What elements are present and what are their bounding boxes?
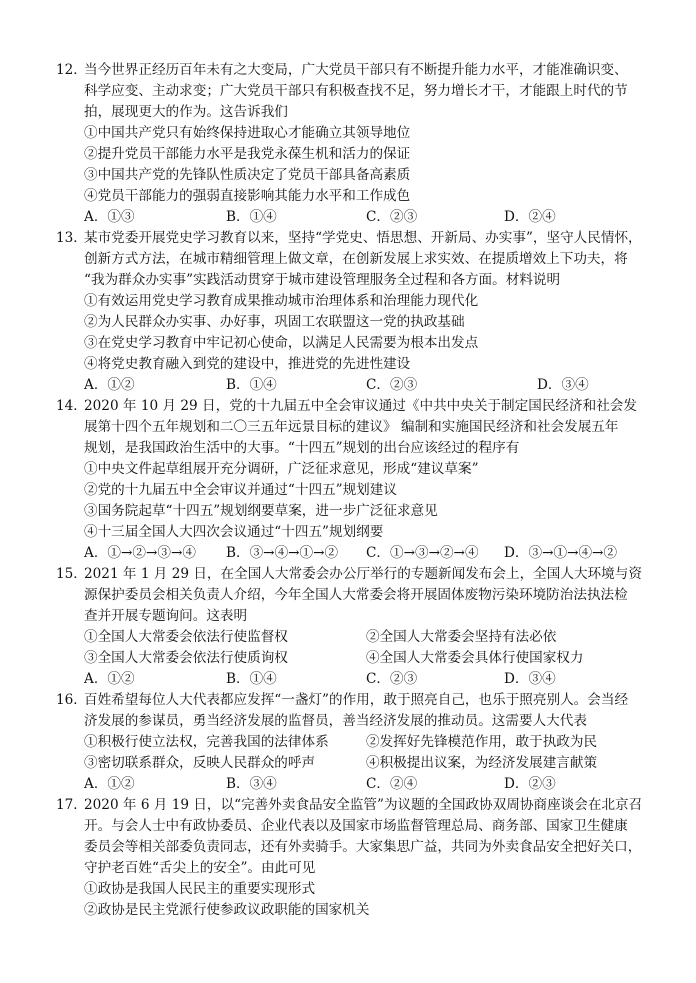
statement-item: ④十三届全国人大四次会议通过“十四五”规划纲要 (84, 524, 384, 540)
choice-d: D．③④ (504, 671, 556, 687)
question-stem-line: 展第十四个五年规划和二〇三五年远景目标的建议》 编制和实施国民经济和社会发展五年 (84, 419, 619, 435)
question-stem-line: 某市党委开展党史学习教育以来，坚持“学党史、悟思想、开新局、办实事”，坚守人民情怀， (84, 230, 642, 246)
question-number: 14． (56, 398, 87, 414)
question-stem-line: 2021 年 1 月 29 日，在全国人大常委会办公厅举行的专题新闻发布会上，全国人大环境与资 (84, 566, 642, 582)
question-stem-line: “我为群众办实事”实践活动贯穿于城市建设管理服务全过程和各方面。材料说明 (84, 272, 561, 288)
question-number: 13． (56, 230, 87, 246)
question-stem-line: 守护老百姓“舌尖上的安全”。由此可见 (84, 860, 316, 876)
choice-c: C．②③ (366, 377, 418, 393)
choice-a: A．①② (84, 776, 135, 792)
choice-b: B．③④ (226, 776, 277, 792)
question-stem-line: 2020 年 6 月 19 日，以“完善外卖食品安全监管”为议题的全国政协双周协商座谈会在北京召 (84, 797, 643, 813)
choice-c: C．①→③→②→④ (366, 545, 479, 561)
statement-item: ②发挥好先锋模范作用，敢于执政为民 (366, 734, 598, 750)
statement-item: ①政协是我国人民民主的重要实现形式 (84, 881, 316, 897)
statement-item: ②政协是民主党派行使参政议政职能的国家机关 (84, 902, 370, 918)
question-stem-line: 2020 年 10 月 29 日，党的十九届五中全会审议通过《中共中央关于制定国民经济和社会发 (84, 398, 637, 414)
question-stem-line: 开。与会人士中有政协委员、企业代表以及国家市场监督管理总局、商务部、国家卫生健康 (84, 818, 628, 834)
statement-item: ④积极提出议案，为经济发展建言献策 (366, 755, 598, 771)
question-number: 16． (56, 692, 87, 708)
choice-b: B．①④ (226, 671, 277, 687)
question-stem-line: 查并开展专题询问。这表明 (84, 608, 248, 624)
choice-a: A．①② (84, 671, 135, 687)
statement-item: ④党员干部能力的强弱直接影响其能力水平和工作成色 (84, 188, 411, 204)
question-stem-line: 当今世界正经历百年未有之大变局，广大党员干部只有不断提升能力水平，才能准确识变、 (84, 62, 628, 78)
statement-item: ①积极行使立法权，完善我国的法律体系 (84, 734, 329, 750)
question-number: 12． (56, 62, 87, 78)
choice-b: B．①④ (226, 209, 277, 225)
question-stem-line: 科学应变、主动求变；广大党员干部只有积极查找不足，努力增长才干，才能跟上时代的节 (84, 83, 628, 99)
statement-item: ②提升党员干部能力水平是我党永葆生机和活力的保证 (84, 146, 411, 162)
choice-c: C．②③ (366, 209, 418, 225)
statement-item: ①中国共产党只有始终保持进取心才能确立其领导地位 (84, 125, 411, 141)
choice-a: A．①→②→③→④ (84, 545, 196, 561)
choice-d: D．③④ (537, 377, 589, 393)
question-stem-line: 规划，是我国政治生活中的大事。“十四五”规划的出台应该经过的程序有 (84, 440, 520, 456)
statement-item: ③密切联系群众，反映人民群众的呼声 (84, 755, 316, 771)
statement-item: ③全国人大常委会依法行使质询权 (84, 650, 288, 666)
statement-item: ③在党史学习教育中牢记初心使命，以满足人民需要为根本出发点 (84, 335, 479, 351)
statement-item: ①全国人大常委会依法行使监督权 (84, 629, 288, 645)
choice-d: D．②④ (504, 209, 556, 225)
statement-item: ②为人民群众办实事、办好事，巩固工农联盟这一党的执政基础 (84, 314, 465, 330)
statement-item: ②全国人大常委会坚持有法必依 (366, 629, 557, 645)
question-stem-line: 委员会等相关部委负责同志，还有外卖骑手。大家集思广益，共同为外卖食品安全把好关口， (84, 839, 642, 855)
statement-item: ①有效运用党史学习教育成果推动城市治理体系和治理能力现代化 (84, 293, 479, 309)
question-stem-line: 济发展的参谋员，勇当经济发展的监督员，善当经济发展的推动员。这需要人大代表 (84, 713, 587, 729)
question-stem-line: 百姓希望每位人大代表都应发挥“一盏灯”的作用，敢于照亮自己，也乐于照亮别人。会当经 (84, 692, 629, 708)
statement-item: ②党的十九届五中全会审议并通过“十四五”规划建议 (84, 482, 397, 498)
statement-item: ①中央文件起草组展开充分调研，广泛征求意见，形成“建议草案” (84, 461, 479, 477)
statement-item: ③国务院起草“十四五”规划纲要草案，进一步广泛征求意见 (84, 503, 438, 519)
statement-item: ③中国共产党的先锋队性质决定了党员干部具备高素质 (84, 167, 411, 183)
question-stem-line: 拍，展现更大的作为。这告诉我们 (84, 104, 288, 120)
choice-c: C．②③ (366, 671, 418, 687)
question-number: 17． (56, 797, 87, 813)
question-stem-line: 源保护委员会相关负责人介绍，今年全国人大常委会将开展固体废物污染环境防治法执法检 (84, 587, 628, 603)
choice-d: D．②③ (504, 776, 556, 792)
statement-item: ④将党史教育融入到党的建设中，推进党的先进性建设 (84, 356, 411, 372)
choice-c: C．②④ (366, 776, 418, 792)
question-number: 15． (56, 566, 87, 582)
choice-b: B．①④ (226, 377, 277, 393)
choice-b: B．③→④→①→② (226, 545, 339, 561)
choice-a: A．①③ (84, 209, 135, 225)
choice-a: A．①② (84, 377, 135, 393)
statement-item: ④全国人大常委会具体行使国家权力 (366, 650, 584, 666)
question-stem-line: 创新方式方法，在城市精细管理上做文章，在创新发展上求实效、在提质增效上下功夫，将 (84, 251, 628, 267)
choice-d: D．③→①→④→② (504, 545, 618, 561)
